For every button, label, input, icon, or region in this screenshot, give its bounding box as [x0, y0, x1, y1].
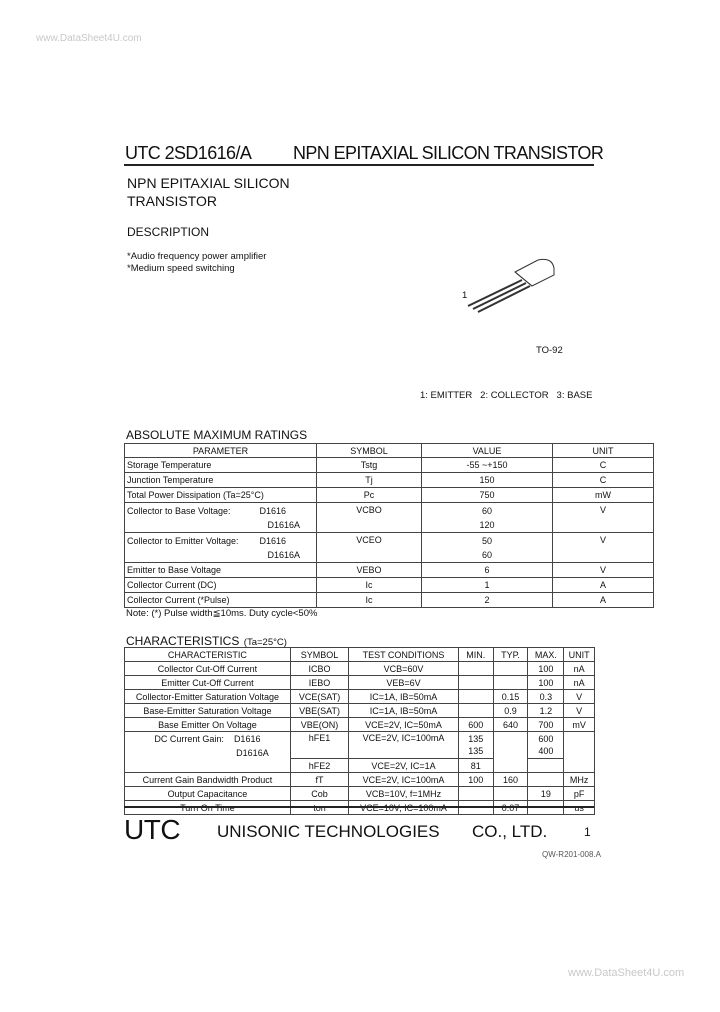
- table-row: [125, 593, 654, 608]
- typ-cell: 640: [493, 718, 528, 732]
- variant-label: D1616A: [267, 519, 300, 530]
- watermark-bottom: www.DataSheet4U.com: [568, 967, 685, 979]
- table-row: [125, 473, 654, 488]
- min-cell: 81: [458, 759, 493, 773]
- value-cell: 2: [422, 593, 553, 608]
- param-cell: Emitter to Base Voltage: [125, 563, 317, 578]
- max-cell: 0.3: [528, 690, 564, 704]
- unit-cell: V: [553, 503, 654, 533]
- value-cell: 750: [422, 488, 553, 503]
- param-cell: Storage Temperature: [125, 458, 317, 473]
- symbol-cell: Tstg: [317, 458, 422, 473]
- char-cell: Output Capacitance: [125, 787, 291, 801]
- max-cell: [528, 732, 564, 759]
- min-cell: [458, 704, 493, 718]
- unit-cell: mW: [553, 488, 654, 503]
- char-header: TYP.: [493, 648, 528, 662]
- cond-cell: IC=1A, IB=50mA: [349, 704, 459, 718]
- char-header: TEST CONDITIONS: [349, 648, 459, 662]
- min-cell: 100: [458, 773, 493, 787]
- table-row: [125, 704, 595, 718]
- table-row: [125, 787, 595, 801]
- footer-company: UNISONIC TECHNOLOGIES: [217, 822, 440, 841]
- char-header: CHARACTERISTIC: [125, 648, 291, 662]
- value-cell: [422, 503, 553, 533]
- abs-max-note: Note: (*) Pulse width≦10ms. Duty cycle<50%: [126, 608, 318, 619]
- variant-label: D1616: [233, 734, 261, 744]
- unit-cell: V: [564, 704, 595, 718]
- variant-label: D1616: [259, 505, 286, 516]
- value-cell: -55 ~+150: [422, 458, 553, 473]
- abs-max-header: PARAMETER: [125, 444, 317, 458]
- param-cell: Total Power Dissipation (Ta=25°C): [125, 488, 317, 503]
- cond-cell: VCB=10V, f=1MHz: [349, 787, 459, 801]
- char-cell: Base Emitter On Voltage: [125, 718, 291, 732]
- abs-max-header: VALUE: [422, 444, 553, 458]
- symbol-cell: Pc: [317, 488, 422, 503]
- symbol-cell: VCEO: [317, 533, 422, 563]
- pin-assignment: 1: EMITTER 2: COLLECTOR 3: BASE: [420, 390, 593, 401]
- header-rule: [124, 164, 594, 166]
- cond-cell: VCE=2V, IC=50mA: [349, 718, 459, 732]
- typ-cell: 160: [493, 773, 528, 787]
- value-cell: 6: [422, 563, 553, 578]
- min-cell: [458, 662, 493, 676]
- min-cell: [458, 690, 493, 704]
- characteristics-table: [124, 647, 595, 815]
- table-row: [125, 773, 595, 787]
- watermark-top: www.DataSheet4U.com: [36, 33, 142, 44]
- param-cell: [125, 503, 317, 533]
- param-cell: Collector Current (*Pulse): [125, 593, 317, 608]
- table-row: [125, 533, 654, 563]
- typ-cell: [493, 787, 528, 801]
- abs-max-table: [124, 443, 654, 608]
- symbol-cell: VBE(SAT): [290, 704, 348, 718]
- cond-cell: VEB=6V: [349, 676, 459, 690]
- max-cell: 100: [528, 676, 564, 690]
- min-cell: 600: [458, 718, 493, 732]
- value-line: 135: [468, 746, 484, 756]
- char-cell: [125, 732, 291, 773]
- cond-cell: IC=1A, IB=50mA: [349, 690, 459, 704]
- unit-cell: A: [553, 578, 654, 593]
- table-row: [125, 732, 595, 759]
- param-cell: Junction Temperature: [125, 473, 317, 488]
- symbol-cell: Ic: [317, 593, 422, 608]
- char-header: MIN.: [458, 648, 493, 662]
- variant-label: D1616A: [267, 549, 300, 560]
- unit-cell: MHz: [564, 773, 595, 787]
- symbol-cell: hFE2: [290, 759, 348, 773]
- abs-max-title: ABSOLUTE MAXIMUM RATINGS: [126, 428, 308, 442]
- symbol-cell: Tj: [317, 473, 422, 488]
- table-row: [125, 578, 654, 593]
- table-row: [125, 458, 654, 473]
- max-cell: [528, 773, 564, 787]
- symbol-cell: Cob: [290, 787, 348, 801]
- param-label: Collector to Base Voltage:: [127, 505, 231, 516]
- param-cell: Collector Current (DC): [125, 578, 317, 593]
- unit-cell: pF: [564, 787, 595, 801]
- value-line: 60: [481, 505, 492, 516]
- variant-label: D1616A: [236, 748, 269, 758]
- table-row: [125, 718, 595, 732]
- char-cell: Emitter Cut-Off Current: [125, 676, 291, 690]
- page-number: 1: [584, 825, 591, 839]
- document-code: QW-R201-008.A: [542, 850, 601, 859]
- unit-cell: mV: [564, 718, 595, 732]
- typ-cell: [493, 662, 528, 676]
- symbol-cell: VCE(SAT): [290, 690, 348, 704]
- min-cell: [458, 787, 493, 801]
- max-cell: 1.2: [528, 704, 564, 718]
- subtitle-line2: TRANSISTOR: [127, 193, 217, 209]
- unit-cell: C: [553, 458, 654, 473]
- max-cell: [528, 759, 564, 773]
- footer-co: CO., LTD.: [472, 822, 548, 841]
- package-name: TO-92: [536, 345, 563, 356]
- unit-cell: C: [553, 473, 654, 488]
- to92-package-icon: [460, 255, 570, 315]
- variant-label: D1616: [259, 535, 286, 546]
- header-type: NPN EPITAXIAL SILICON TRANSISTOR: [293, 143, 604, 163]
- unit-cell: A: [553, 593, 654, 608]
- symbol-cell: ICBO: [290, 662, 348, 676]
- unit-cell: nA: [564, 676, 595, 690]
- table-row: [125, 503, 654, 533]
- symbol-cell: hFE1: [290, 732, 348, 759]
- unit-cell: V: [553, 533, 654, 563]
- value-line: 50: [481, 535, 492, 546]
- table-row: [125, 662, 595, 676]
- cond-cell: VCE=2V, IC=1A: [349, 759, 459, 773]
- table-row: [125, 488, 654, 503]
- table-row: [125, 676, 595, 690]
- unit-cell: V: [553, 563, 654, 578]
- symbol-cell: fT: [290, 773, 348, 787]
- description-item: *Medium speed switching: [127, 263, 235, 274]
- min-cell: [458, 676, 493, 690]
- max-cell: 19: [528, 787, 564, 801]
- value-line: 135: [468, 734, 484, 744]
- abs-max-header: SYMBOL: [317, 444, 422, 458]
- abs-max-header: UNIT: [553, 444, 654, 458]
- dc-gain-label: DC Current Gain:: [154, 734, 224, 744]
- max-cell: 700: [528, 718, 564, 732]
- cond-cell: VCE=2V, IC=100mA: [349, 773, 459, 787]
- char-cell: Collector-Emitter Saturation Voltage: [125, 690, 291, 704]
- footer-brand: UTC: [124, 814, 181, 845]
- symbol-cell: IEBO: [290, 676, 348, 690]
- symbol-cell: VBE(ON): [290, 718, 348, 732]
- subtitle-line1: NPN EPITAXIAL SILICON: [127, 175, 290, 191]
- value-line: 60: [481, 549, 492, 560]
- part-number: UTC 2SD1616/A: [125, 143, 252, 163]
- typ-cell: 0.15: [493, 690, 528, 704]
- char-cell: Current Gain Bandwidth Product: [125, 773, 291, 787]
- char-header: MAX.: [528, 648, 564, 662]
- value-cell: 1: [422, 578, 553, 593]
- char-cell: Base-Emitter Saturation Voltage: [125, 704, 291, 718]
- typ-cell: 0.9: [493, 704, 528, 718]
- characteristics-condition: (Ta=25°C): [243, 637, 287, 648]
- max-cell: 100: [528, 662, 564, 676]
- value-cell: [422, 533, 553, 563]
- min-cell: [458, 732, 493, 759]
- characteristics-title: CHARACTERISTICS: [126, 634, 240, 648]
- footer-rule: [124, 806, 594, 808]
- value-cell: 150: [422, 473, 553, 488]
- unit-cell: [564, 732, 595, 773]
- table-row: [125, 563, 654, 578]
- char-cell: Collector Cut-Off Current: [125, 662, 291, 676]
- char-header: UNIT: [564, 648, 595, 662]
- value-line: 400: [538, 746, 554, 756]
- cond-cell: VCB=60V: [349, 662, 459, 676]
- cond-cell: VCE=2V, IC=100mA: [349, 732, 459, 759]
- symbol-cell: Ic: [317, 578, 422, 593]
- table-row: [125, 690, 595, 704]
- typ-cell: [493, 676, 528, 690]
- description-item: *Audio frequency power amplifier: [127, 251, 267, 262]
- description-title: DESCRIPTION: [127, 225, 210, 239]
- unit-cell: nA: [564, 662, 595, 676]
- value-line: 600: [538, 734, 554, 744]
- symbol-cell: VEBO: [317, 563, 422, 578]
- value-line: 120: [479, 519, 495, 530]
- pin1-label: 1: [462, 290, 468, 301]
- typ-cell: [493, 732, 528, 773]
- char-header: SYMBOL: [290, 648, 348, 662]
- symbol-cell: VCBO: [317, 503, 422, 533]
- param-cell: [125, 533, 317, 563]
- param-label: Collector to Emitter Voltage:: [127, 535, 239, 546]
- unit-cell: V: [564, 690, 595, 704]
